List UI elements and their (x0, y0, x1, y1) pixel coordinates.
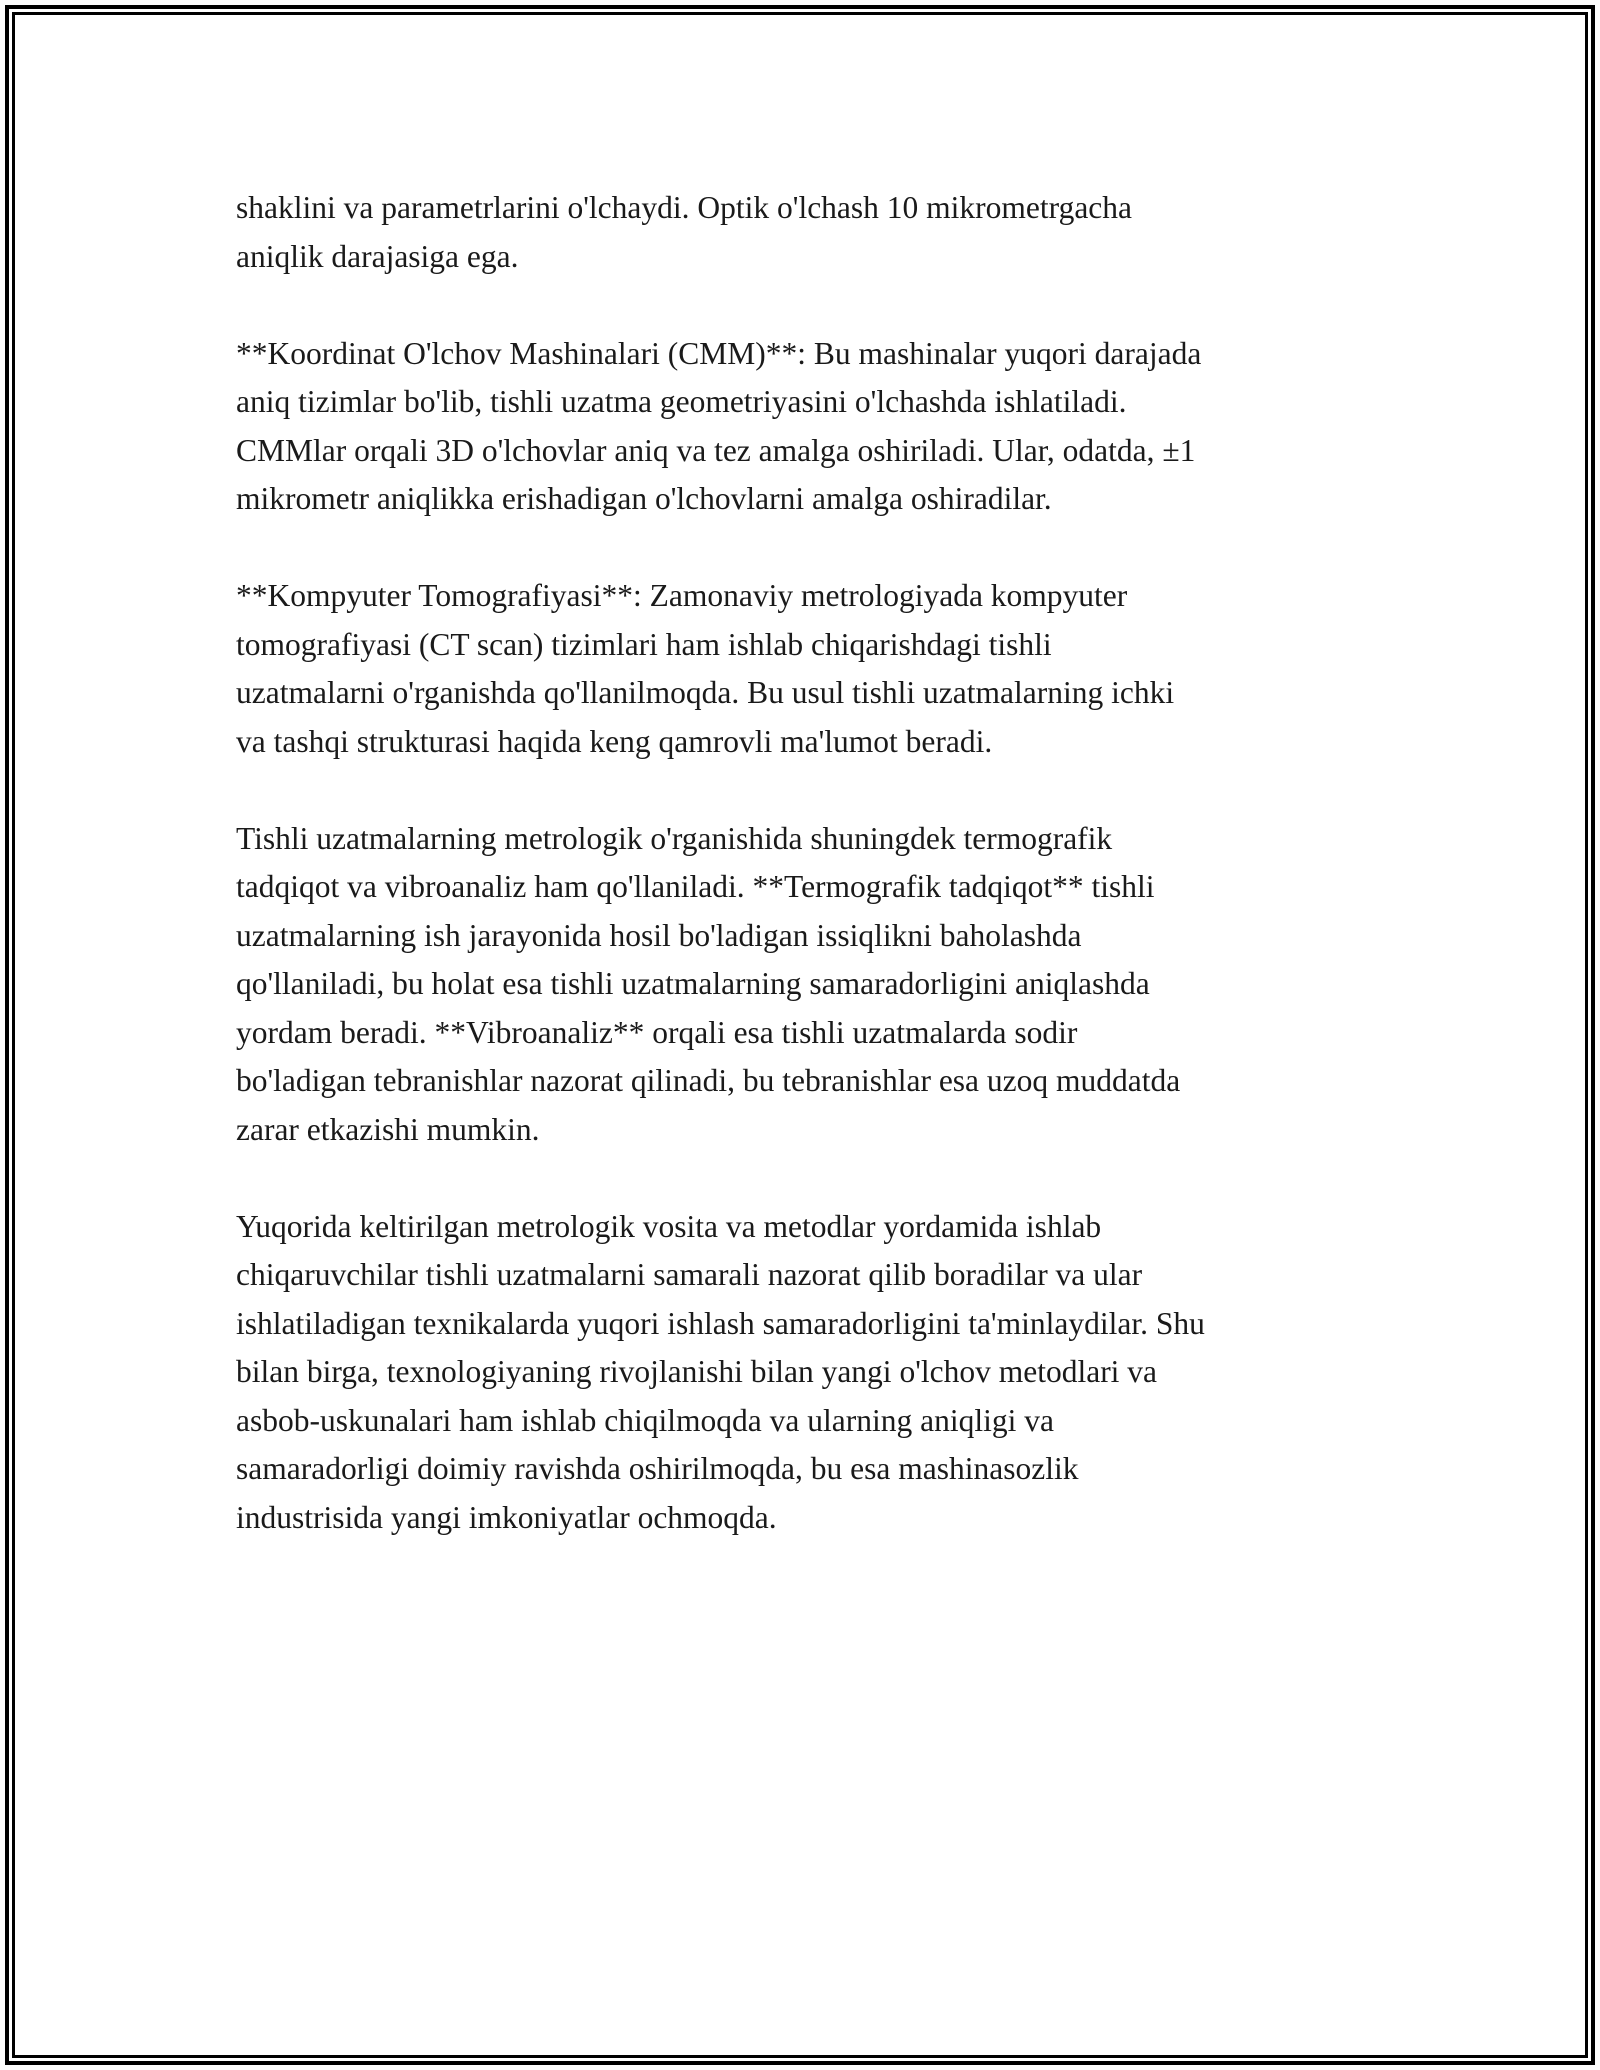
text-line: uzatmalarning ish jarayonida hosil bo'ladigan issiqlikni baholashda (236, 917, 1082, 953)
paragraph-thermography-vibroanalysis (236, 815, 1376, 1155)
text-line: **Koordinat O'lchov Mashinalari (CMM)**: Bu mashinalar yuqori darajada (236, 335, 1202, 371)
text-line: CMMlar orqali 3D o'lchovlar aniq va tez amalga oshiriladi. Ular, odatda, ±1 (236, 432, 1196, 468)
text-line: qo'llaniladi, bu holat esa tishli uzatmalarning samaradorligini aniqlashda (236, 966, 1150, 1001)
text-line: tomografiyasi (CT scan) tizimlari ham ishlab chiqarishdagi tishli (236, 626, 1052, 662)
paragraph-optical-measurement (236, 184, 1376, 281)
paragraph-computed-tomography (236, 572, 1376, 766)
text-line: aniqlik darajasiga ega. (236, 238, 519, 274)
text-line: Yuqorida keltirilgan metrologik vosita va metodlar yordamida ishlab (236, 1208, 1102, 1244)
text-line: shaklini va parametrlarini o'lchaydi. Optik o'lchash 10 mikrometrgacha (236, 190, 1133, 225)
text-line: tadqiqot va vibroanaliz ham qo'llaniladi. **Termografik tadqiqot** tishli (236, 869, 1155, 904)
text-line: **Kompyuter Tomografiyasi**: Zamonaviy metrologiyada kompyuter (236, 578, 1128, 613)
text-line: asbob-uskunalari ham ishlab chiqilmoqda va ularning aniqligi va (236, 1402, 1054, 1438)
text-line: ishlatiladigan texnikalarda yuqori ishlash samaradorligini ta'minlaydilar. Shu (236, 1305, 1205, 1341)
text-line: zarar etkazishi mumkin. (236, 1111, 540, 1147)
text-line: bo'ladigan tebranishlar nazorat qilinadi, bu tebranishlar esa uzoq muddatda (236, 1063, 1181, 1098)
text-line: mikrometr aniqlikka erishadigan o'lchovlarni amalga oshiradilar. (236, 481, 1052, 516)
paragraph-conclusion (236, 1203, 1376, 1543)
text-line: chiqaruvchilar tishli uzatmalarni samarali nazorat qilib boradilar va ular (236, 1257, 1143, 1292)
text-line: samaradorligi doimiy ravishda oshirilmoqda, bu esa mashinasozlik (236, 1451, 1079, 1486)
text-line: industrisida yangi imkoniyatlar ochmoqda. (236, 1499, 777, 1535)
text-line: uzatmalarni o'rganishda qo'llanilmoqda. Bu usul tishli uzatmalarning ichki (236, 675, 1175, 710)
text-line: bilan birga, texnologiyaning rivojlanishi bilan yangi o'lchov metodlari va (236, 1354, 1158, 1389)
text-line: aniq tizimlar bo'lib, tishli uzatma geometriyasini o'lchashda ishlatiladi. (236, 384, 1127, 419)
text-line: va tashqi strukturasi haqida keng qamrovli ma'lumot beradi. (236, 723, 993, 759)
text-line: Tishli uzatmalarning metrologik o'rganishida shuningdek termografik (236, 820, 1113, 856)
document-body (236, 184, 1376, 1591)
text-line: yordam beradi. **Vibroanaliz** orqali esa tishli uzatmalarda sodir (236, 1014, 1078, 1050)
paragraph-cmm (236, 330, 1376, 524)
